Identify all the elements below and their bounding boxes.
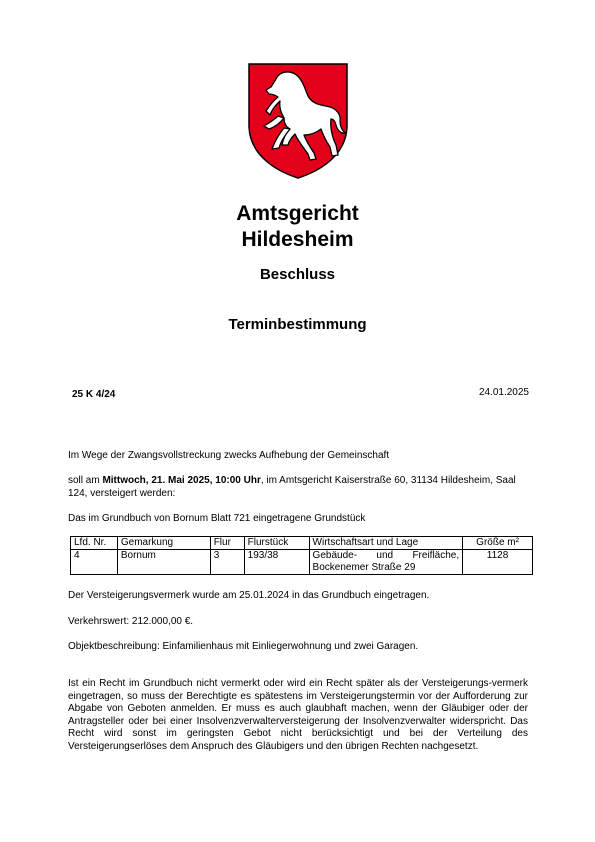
entry-note: Der Versteigerungsvermerk wurde am 25.01.2024 in das Grundbuch eingetragen. (68, 590, 430, 601)
col-header-wirtschaftsart: Wirtschaftsart und Lage (309, 537, 463, 550)
schedule-suffix: , im Amtsgericht Kaiserstraße 60, 31134 Hildesheim, Saal 124, versteigert werden: (68, 475, 516, 499)
cell-groesse: 1128 (463, 550, 533, 575)
table-header-row (71, 537, 533, 550)
auction-date-time: Mittwoch, 21. Mai 2025, 10:00 Uhr (102, 475, 261, 486)
col-header-gemarkung: Gemarkung (117, 537, 210, 550)
court-name-line2: Hildesheim (241, 228, 354, 251)
col-header-flurstueck: Flurstück (244, 537, 309, 550)
property-table (70, 536, 533, 575)
col-header-groesse: Größe m² (463, 537, 533, 550)
schedule-text (68, 474, 528, 500)
land-register-text: Das im Grundbuch von Bornum Blatt 721 eingetragene Grundstück (68, 513, 366, 524)
cell-flur: 3 (210, 550, 244, 575)
cell-flurstueck: 193/38 (244, 550, 309, 575)
legal-notice: Ist ein Recht im Grundbuch nicht vermerkt oder wird ein Recht später als der Versteigerungs-vermerk eingetragen, so muss der Berechtigte es spätestens im Versteigerungstermin vor der Aufforderung zur Abgabe von Geboten anmelden. Er muss es auch glaubhaft machen, wenn der Gläubiger oder der Antragsteller oder bei einer Insolvenzverwalterversteigerung der Insolvenzverwalter widerspricht. Das Recht wird sonst im geringsten Gebot nicht berücksichtigt und bei der Verteilung des Versteigerungserlöses dem Anspruch des Gläubigers und den übrigen Rechten nachgesetzt. (68, 678, 528, 752)
document-type: Beschluss (259, 266, 336, 283)
document-subject: Terminbestimmung (228, 316, 367, 333)
lower-saxony-horse-crest-icon (248, 63, 348, 179)
object-description: Objektbeschreibung: Einfamilienhaus mit Einliegerwohnung und zwei Garagen. (68, 641, 419, 652)
table-row (71, 550, 533, 575)
case-number: 25 K 4/24 (72, 389, 116, 400)
cell-wirtschaftsart: Gebäude- und Freifläche, Bockenemer Straße 29 (309, 550, 463, 575)
document-date: 24.01.2025 (478, 387, 529, 398)
court-name-line1: Amtsgericht (236, 202, 359, 225)
schedule-prefix: soll am (68, 475, 103, 486)
intro-text: Im Wege der Zwangsvollstreckung zwecks Aufhebung der Gemeinschaft (68, 450, 390, 461)
col-header-flur: Flur (210, 537, 244, 550)
cell-lfd-nr: 4 (71, 550, 118, 575)
market-value: Verkehrswert: 212.000,00 €. (68, 616, 194, 627)
cell-gemarkung: Bornum (117, 550, 210, 575)
col-header-lfd-nr: Lfd. Nr. (71, 537, 118, 550)
